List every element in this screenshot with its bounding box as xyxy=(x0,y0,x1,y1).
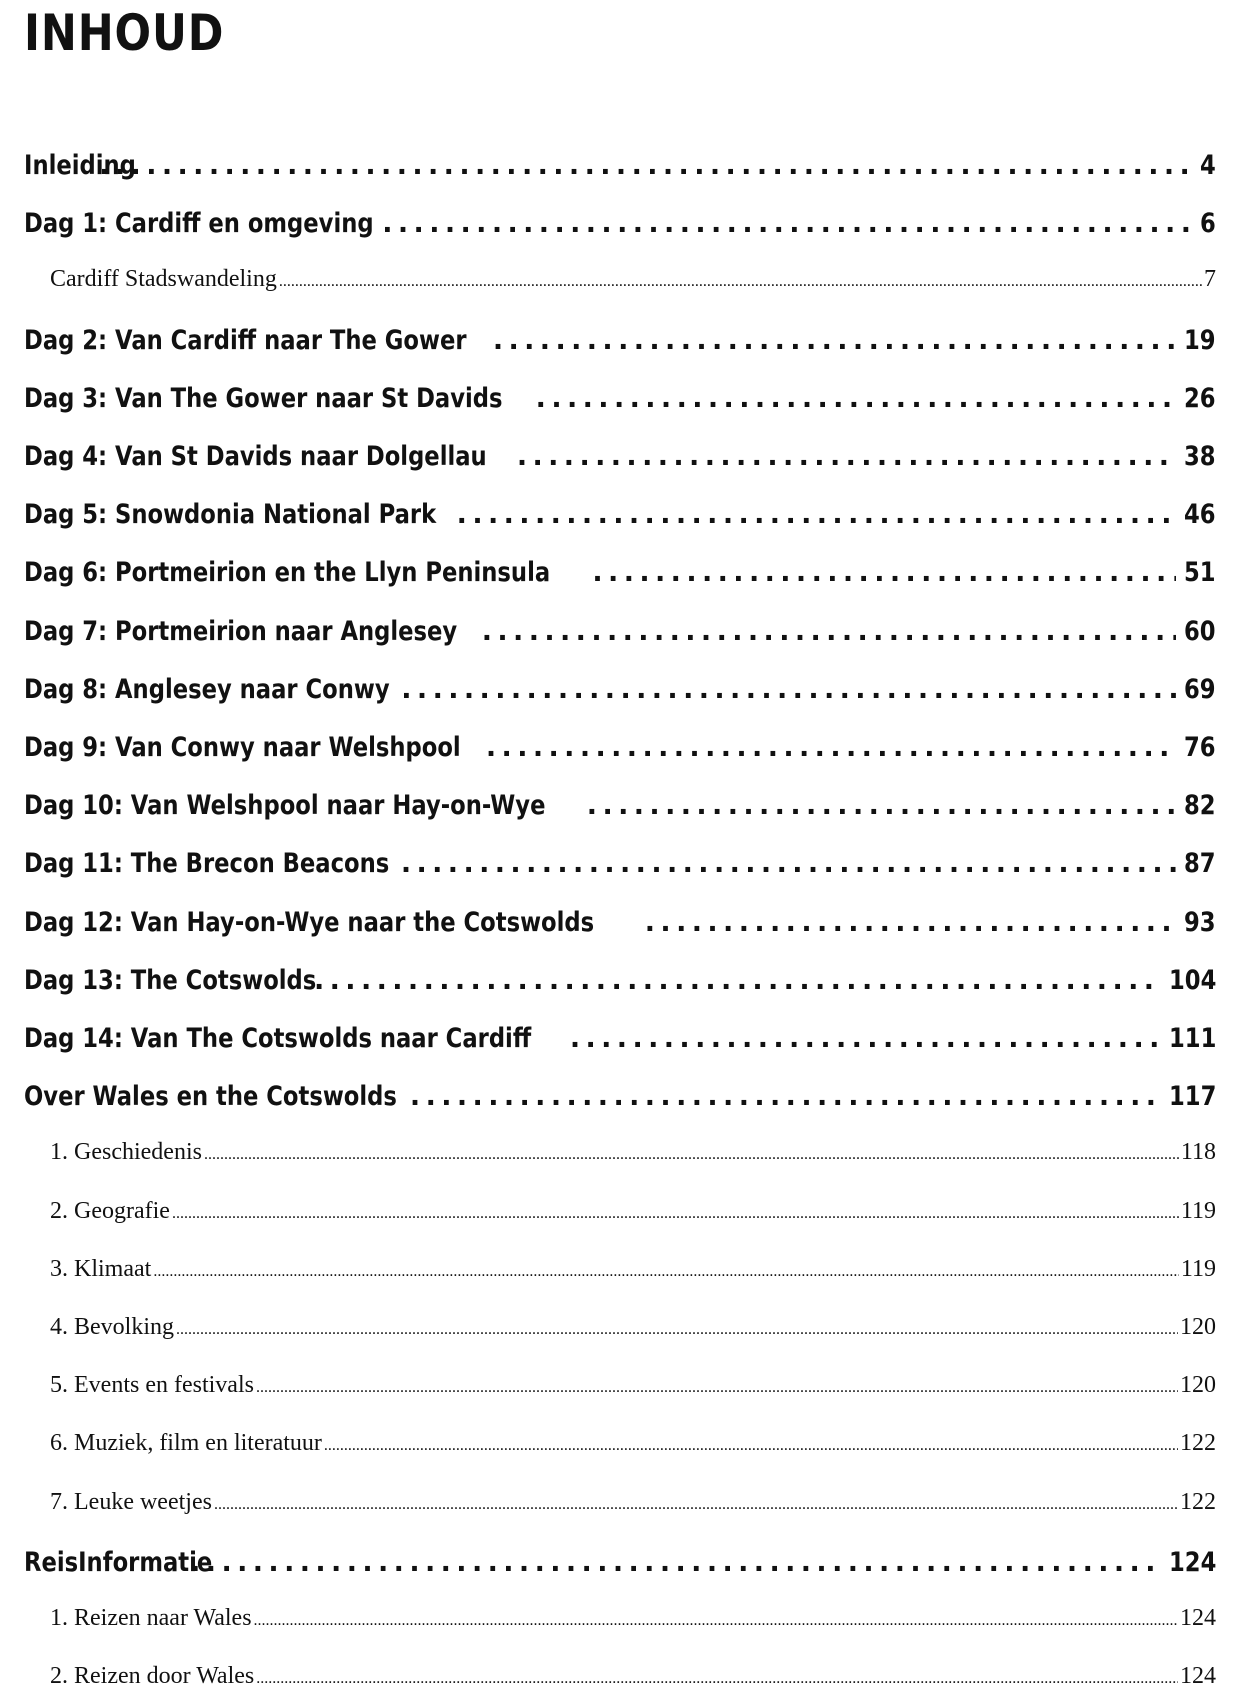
toc-entry[interactable] xyxy=(24,674,1216,708)
toc-entry-label: Dag 6: Portmeirion en the Llyn Peninsula xyxy=(24,557,551,589)
toc-entry[interactable] xyxy=(24,907,1216,941)
toc-entry-label: 5. Events en festivals xyxy=(50,1372,254,1399)
toc-subentry[interactable] xyxy=(50,1256,1216,1286)
toc-entry-label: Dag 13: The Cotswolds xyxy=(24,964,317,996)
dot-leader xyxy=(204,1146,1179,1164)
toc-page-number: 60 xyxy=(1184,615,1216,647)
toc-subentry[interactable] xyxy=(50,266,1216,296)
toc-entry-label: Dag 11: The Brecon Beacons xyxy=(24,848,390,880)
toc-entry[interactable] xyxy=(24,1081,1216,1115)
toc-entry[interactable] xyxy=(24,616,1216,650)
toc-entry[interactable] xyxy=(24,441,1216,475)
toc-entry[interactable] xyxy=(24,557,1216,591)
dot-leader xyxy=(324,1437,1178,1455)
dot-leader xyxy=(401,674,1176,705)
toc-entry[interactable] xyxy=(24,325,1216,359)
dot-leader xyxy=(190,1547,1157,1578)
toc-entry-label: Dag 12: Van Hay-on-Wye naar the Cotswolds xyxy=(24,906,595,938)
toc-page-number: 122 xyxy=(1180,1488,1216,1515)
toc-entry-label: Dag 4: Van St Davids naar Dolgellau xyxy=(24,441,487,472)
dot-leader xyxy=(254,1612,1178,1630)
toc-subentry[interactable] xyxy=(50,1139,1216,1169)
toc-entry-label: Dag 8: Anglesey naar Conwy xyxy=(24,673,390,705)
toc-entry-label: Inleiding xyxy=(24,150,136,181)
dot-leader xyxy=(645,907,1177,938)
dot-leader xyxy=(517,441,1177,472)
toc-page-number: 124 xyxy=(1180,1605,1216,1631)
toc-entry-label: 2. Geografie xyxy=(50,1197,170,1224)
dot-leader xyxy=(153,1263,1179,1281)
toc-page-number: 124 xyxy=(1168,1546,1216,1578)
toc-entry-label: Dag 14: Van The Cotswolds naar Cardiff xyxy=(24,1023,532,1054)
toc-page-number: 38 xyxy=(1184,441,1216,472)
toc-page-number: 119 xyxy=(1180,1197,1216,1224)
dot-leader xyxy=(482,616,1177,647)
dot-leader xyxy=(401,848,1177,879)
toc-page-number: 104 xyxy=(1168,964,1216,996)
dot-leader xyxy=(214,1496,1178,1514)
toc-subentry[interactable] xyxy=(50,1198,1216,1228)
toc-page-number: 6 xyxy=(1200,208,1216,240)
toc-entry-label: Dag 3: Van The Gower naar St Davids xyxy=(24,382,503,414)
toc-page-number: 46 xyxy=(1184,499,1216,531)
toc-entry-label: Dag 2: Van Cardiff naar The Gower xyxy=(24,324,467,356)
toc-page-number: 82 xyxy=(1184,790,1216,822)
dot-leader xyxy=(256,1379,1178,1397)
toc-page-number: 122 xyxy=(1180,1430,1216,1457)
toc-page-number: 51 xyxy=(1184,557,1216,589)
dot-leader xyxy=(587,790,1177,821)
toc-page-number: 69 xyxy=(1184,673,1216,705)
dot-leader xyxy=(314,965,1158,996)
toc-entry[interactable] xyxy=(24,965,1216,999)
toc-entry-label: Dag 9: Van Conwy naar Welshpool xyxy=(24,732,461,763)
toc-page-number: 76 xyxy=(1184,732,1216,763)
toc-page-number: 87 xyxy=(1184,848,1216,880)
dot-leader xyxy=(256,1670,1178,1688)
toc-page-number: 124 xyxy=(1180,1663,1216,1690)
toc-entry-label: 4. Bevolking xyxy=(50,1314,174,1340)
toc-entry-label: 1. Geschiedenis xyxy=(50,1139,202,1166)
toc-entry-label: 3. Klimaat xyxy=(50,1255,152,1282)
toc-entry-label: 1. Reizen naar Wales xyxy=(50,1605,252,1631)
toc-entry[interactable] xyxy=(24,383,1216,417)
toc-entry[interactable] xyxy=(24,1023,1216,1057)
dot-leader xyxy=(592,557,1176,588)
dot-leader xyxy=(457,499,1177,530)
toc-page-number: 26 xyxy=(1184,382,1216,414)
toc-entry-label: Cardiff Stadswandeling xyxy=(50,266,277,293)
dot-leader xyxy=(176,1321,1178,1339)
toc-entry[interactable] xyxy=(24,499,1216,533)
toc-page-number: 111 xyxy=(1168,1023,1216,1054)
toc-entry-label: Dag 10: Van Welshpool naar Hay-on-Wye xyxy=(24,790,546,822)
dot-leader xyxy=(536,383,1177,414)
toc-subentry[interactable] xyxy=(50,1314,1216,1344)
dot-leader xyxy=(486,732,1177,763)
toc-page-number: 93 xyxy=(1184,906,1216,938)
toc-entry-label: 6. Muziek, film en literatuur xyxy=(50,1430,322,1457)
toc-entry[interactable] xyxy=(24,848,1216,882)
toc-entry-label: 2. Reizen door Wales xyxy=(50,1663,255,1690)
toc-entry[interactable] xyxy=(24,732,1216,766)
toc-page-number: 4 xyxy=(1200,150,1216,181)
toc-entry[interactable] xyxy=(24,150,1216,184)
dot-leader xyxy=(570,1023,1158,1054)
toc-page-number: 7 xyxy=(1204,266,1216,293)
dot-leader xyxy=(410,1081,1158,1112)
dot-leader xyxy=(493,325,1177,356)
toc-entry-label: Over Wales en the Cotswolds xyxy=(24,1081,397,1113)
dot-leader xyxy=(382,208,1195,239)
toc-page-number: 117 xyxy=(1168,1081,1216,1113)
page-title: INHOUD xyxy=(24,4,225,62)
toc-page-number: 118 xyxy=(1180,1139,1216,1166)
toc-entry[interactable] xyxy=(24,1547,1216,1581)
toc-subentry[interactable] xyxy=(50,1430,1216,1460)
toc-page-number: 120 xyxy=(1180,1372,1216,1399)
toc-page-number: 120 xyxy=(1180,1314,1216,1340)
toc-subentry[interactable] xyxy=(50,1372,1216,1402)
toc-entry-label: ReisInformatie xyxy=(24,1546,213,1578)
toc-entry-label: 7. Leuke weetjes xyxy=(50,1488,212,1515)
toc-entry[interactable] xyxy=(24,208,1216,242)
dot-leader xyxy=(279,273,1202,291)
toc-entry-label: Dag 7: Portmeirion naar Anglesey xyxy=(24,615,458,647)
toc-subentry[interactable] xyxy=(50,1489,1216,1519)
toc-page-number: 119 xyxy=(1180,1255,1216,1282)
toc-entry[interactable] xyxy=(24,790,1216,824)
dot-leader xyxy=(99,150,1195,181)
toc-page-number: 19 xyxy=(1184,324,1216,356)
dot-leader xyxy=(172,1205,1179,1223)
toc-entry-label: Dag 1: Cardiff en omgeving xyxy=(24,208,374,240)
toc-subentry[interactable] xyxy=(50,1663,1216,1693)
toc-entry-label: Dag 5: Snowdonia National Park xyxy=(24,499,437,531)
toc-subentry[interactable] xyxy=(50,1605,1216,1635)
